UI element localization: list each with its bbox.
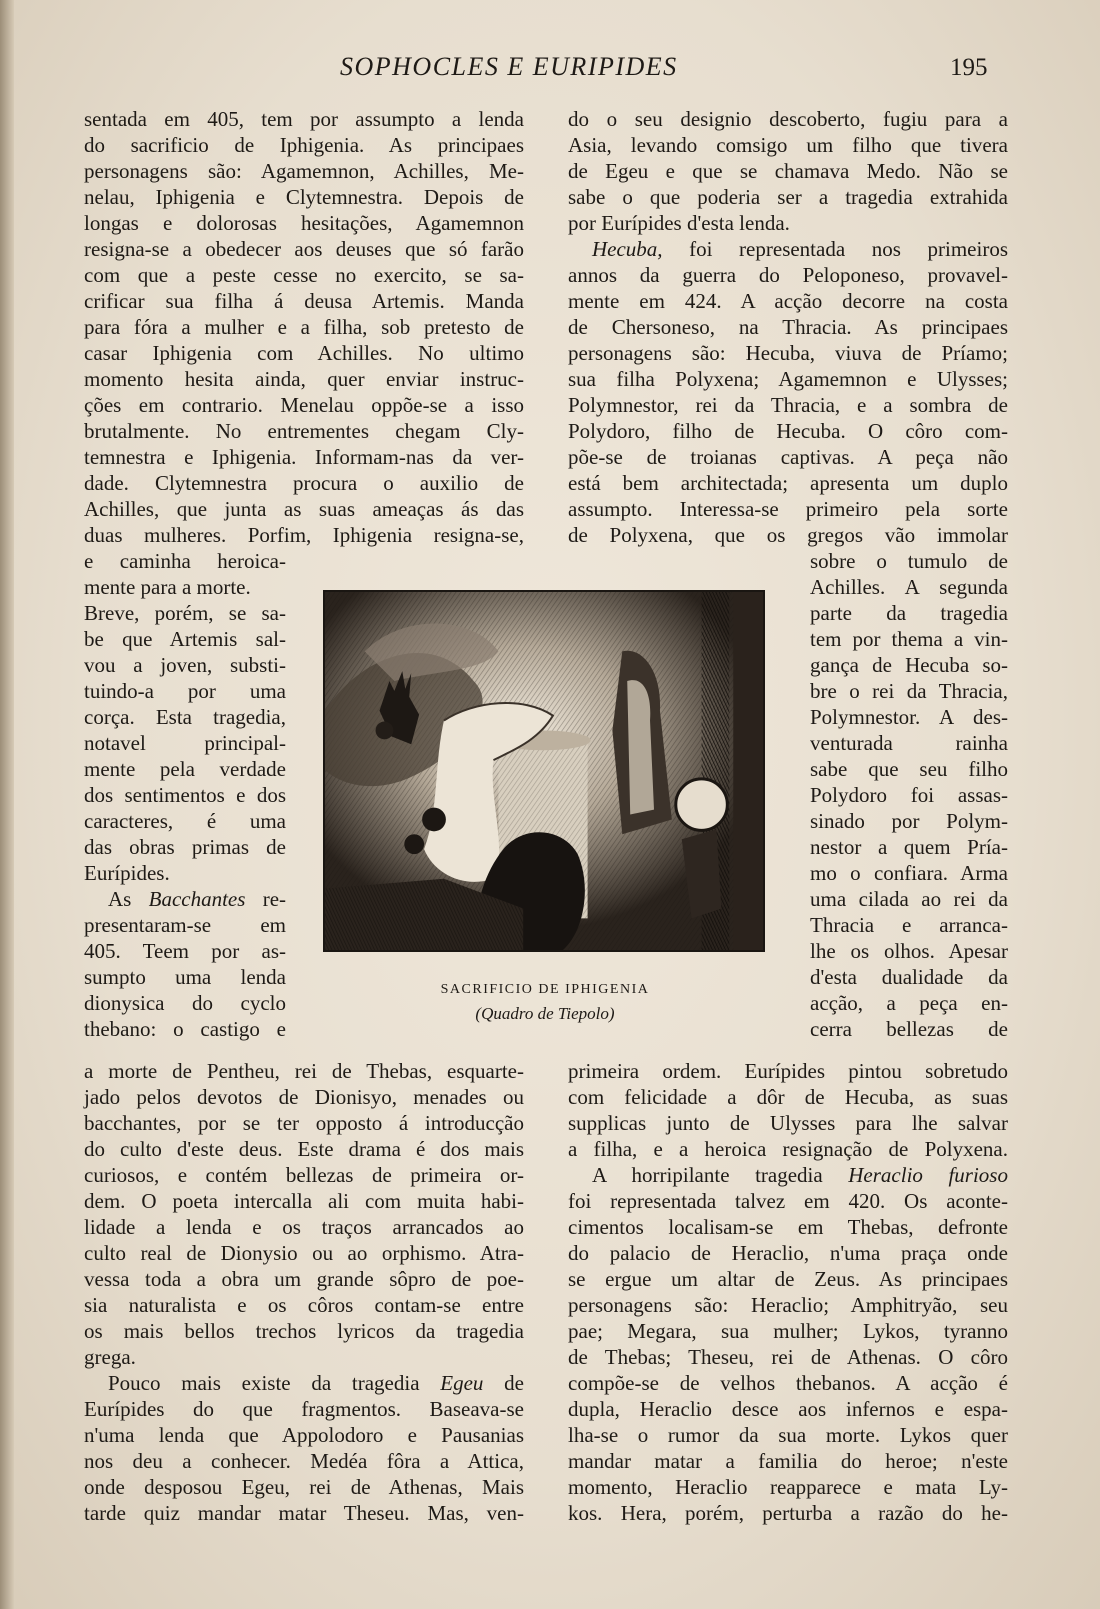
text-line: Achilles, que junta as suas ameaças ás das [84,497,524,521]
text-fragment: Pouco mais existe da tragedia [108,1371,441,1395]
text-line: do sacrificio de Iphigenia. As principaes [84,133,524,157]
right-column-narrow [810,548,1008,1042]
text-fragment: foi representada nos primeiros [662,237,1008,261]
text-line [84,1370,524,1396]
left-column-narrow [84,548,286,1042]
text-line: Eurípides do que fragmentos. Baseava-se [84,1397,524,1421]
text-line: momento, Heraclio reapparece e mata Ly- [568,1475,1008,1499]
text-line: lidade a lenda e os traços arrancados ao [84,1215,524,1239]
text-line: brutalmente. No entrementes chegam Cly- [84,419,524,443]
text-line: momento hesita ainda, quer enviar instruc- [84,367,524,391]
text-line: duas mulheres. Porfim, Iphigenia resigna-se, [84,523,524,547]
text-fragment: As [108,887,149,911]
text-line: Breve, porém, se sa- [84,601,286,625]
text-line: presentaram-se em [84,913,286,937]
text-line: tuindo-a por uma [84,679,286,703]
text-line: a filha, e a heroica resignação de Polyxena. [568,1137,1008,1161]
text-line: está bem architectada; apresenta um duplo [568,471,1008,495]
text-fragment: A horripilante tragedia [592,1163,849,1187]
page-number: 195 [950,54,988,81]
text-line: tarde quiz mandar matar Theseu. Mas, ven- [84,1501,524,1525]
text-fragment: re- [245,887,287,911]
text-line: Polydoro foi assas- [810,783,1008,807]
text-line: lhe os olhos. Apesar [810,939,1008,963]
text-line: põe-se de troianas captivas. A peça não [568,445,1008,469]
text-line: resigna-se a obedecer aos deuses que só farão [84,237,524,261]
text-line: vou a joven, substi- [84,653,286,677]
left-column-bottom [84,1058,524,1526]
text-line: sabe que seu filho [810,757,1008,781]
text-line: gança de Hecuba so- [810,653,1008,677]
page-header [0,52,1100,92]
text-line: de Thebas; Theseu, rei de Athenas. O côro [568,1345,1008,1369]
work-title-egeu: Egeu [440,1371,484,1395]
work-title-hecuba: Hecuba, [592,237,663,261]
text-line: pae; Megara, sua mulher; Lykos, tyranno [568,1319,1008,1343]
text-line: Polymnestor. A des- [810,705,1008,729]
text-line: do o seu designio descoberto, fugiu para a [568,107,1008,131]
text-line: compõe-se de velhos thebanos. A acção é [568,1371,1008,1395]
running-title: SOPHOCLES E EURIPIDES [340,52,678,81]
engraving-illustration [325,592,763,950]
figure-caption-title: SACRIFICIO DE IPHIGENIA [440,982,650,997]
text-line: sinado por Polym- [810,809,1008,833]
text-line: os mais bellos trechos lyricos da tragedia [84,1319,524,1343]
text-fragment: de [483,1371,524,1395]
text-line: be que Artemis sal- [84,627,286,651]
text-line: personagens são: Agamemnon, Achilles, Me- [84,159,524,183]
text-line: tem por thema a vin- [810,627,1008,651]
text-line: para fóra a mulher e a filha, sob pretesto de [84,315,524,339]
text-line: sobre o tumulo de [810,549,1008,573]
text-line: acção, a peça en- [810,991,1008,1015]
text-line: sumpto uma lenda [84,965,286,989]
text-line: assumpto. Interessa-se primeiro pela sorte [568,497,1008,521]
text-line: primeira ordem. Eurípides pintou sobretudo [568,1059,1008,1083]
text-line: nestor a quem Pría- [810,835,1008,859]
text-line: Polydoro, filho de Hecuba. O côro com- [568,419,1008,443]
work-title-bacchantes: Bacchantes [148,887,246,911]
text-line: curiosos, e contém bellezas de primeira or- [84,1163,524,1187]
text-line: do culto d'este deus. Este drama é dos mais [84,1137,524,1161]
text-line: nos deu a conhecer. Medéa fôra a Attica, [84,1449,524,1473]
text-line: com felicidade a dôr de Hecuba, as suas [568,1085,1008,1109]
text-line: Thracia e arranca- [810,913,1008,937]
text-line: a morte de Pentheu, rei de Thebas, esquarte- [84,1059,524,1083]
text-line: dupla, Heraclio desce aos infernos e espa- [568,1397,1008,1421]
text-line: sua filha Polyxena; Agamemnon e Ulysses; [568,367,1008,391]
text-line: dionysica do cyclo [84,991,286,1015]
text-line: com que a peste cesse no exercito, se sa- [84,263,524,287]
left-column-top [84,106,524,548]
sacrifice-engraving [323,590,765,952]
text-line: sentada em 405, tem por assumpto a lenda [84,107,524,131]
text-line: mente pela verdade [84,757,286,781]
text-line: cerra bellezas de [810,1017,1008,1041]
text-line: sia naturalista e os côros contam-se entre [84,1293,524,1317]
text-line: uma cilada ao rei da [810,887,1008,911]
text-line: do palacio de Heraclio, n'uma praça onde [568,1241,1008,1265]
text-line [84,886,286,912]
text-line: longas e dolorosas hesitações, Agamemnon [84,211,524,235]
text-line: parte da tragedia [810,601,1008,625]
text-line: jado pelos devotos de Dionisyo, menades ou [84,1085,524,1109]
text-line: por Eurípides d'esta lenda. [568,211,790,235]
text-line: mente para a morte. [84,575,251,599]
text-line: temnestra e Iphigenia. Informam-nas da ver- [84,445,524,469]
text-line: de Polyxena, que os gregos vão immolar [568,523,1008,547]
text-line: mandar matar a familia do heroe; n'este [568,1449,1008,1473]
text-line: onde desposou Egeu, rei de Athenas, Mais [84,1475,524,1499]
text-line: 405. Teem por as- [84,939,286,963]
text-line: vessa toda a obra um grande sôpro de poe- [84,1267,524,1291]
work-title-heraclio: Heraclio furioso [848,1163,1008,1187]
text-line: foi representada talvez em 420. Os aconte- [568,1189,1008,1213]
text-line: sabe o que poderia ser a tragedia extrahida [568,185,1008,209]
text-line: de Chersoneso, na Thracia. As principaes [568,315,1008,339]
text-line: nelau, Iphigenia e Clytemnestra. Depois de [84,185,524,209]
text-line: lha-se o rumor da sua morte. Lykos quer [568,1423,1008,1447]
text-line: bre o rei da Thracia, [810,679,1008,703]
text-line: se ergue um altar de Zeus. As principaes [568,1267,1008,1291]
text-line: bacchantes, por se ter opposto á introducção [84,1111,524,1135]
text-line [568,1162,1008,1188]
text-line: dade. Clytemnestra procura o auxilio de [84,471,524,495]
text-line: mente em 424. A acção decorre na costa [568,289,1008,313]
page-binding-shadow [0,0,14,1609]
text-line: d'esta dualidade da [810,965,1008,989]
text-line: Achilles. A segunda [810,575,1008,599]
text-line: cimentos localisam-se em Thebas, defronte [568,1215,1008,1239]
text-line: personagens são: Hecuba, viuva de Príamo; [568,341,1008,365]
text-line: casar Iphigenia com Achilles. No ultimo [84,341,524,365]
figure-caption-credit: (Quadro de Tiepolo) [475,1004,615,1023]
text-line: ções em contrario. Menelau oppõe-se a isso [84,393,524,417]
text-line: corça. Esta tragedia, [84,705,286,729]
text-line: notavel principal- [84,731,286,755]
text-line: kos. Hera, porém, perturba a razão do he- [568,1501,1008,1525]
text-line: venturada rainha [810,731,1008,755]
text-line: culto real de Dionysio ou ao orphismo. Atra- [84,1241,524,1265]
right-column-top [568,106,1008,548]
text-line: Polymnestor, rei da Thracia, e a sombra de [568,393,1008,417]
text-line [568,236,1008,262]
text-line: dem. O poeta intercalla ali com muita habi- [84,1189,524,1213]
text-line: personagens são: Heraclio; Amphitryão, seu [568,1293,1008,1317]
text-line: grega. [84,1345,136,1369]
text-line: supplicas junto de Ulysses para lhe salvar [568,1111,1008,1135]
right-column-bottom [568,1058,1008,1526]
text-line: n'uma lenda que Appolodoro e Pausanias [84,1423,524,1447]
text-line: crificar sua filha á deusa Artemis. Manda [84,289,524,313]
text-line: das obras primas de [84,835,286,859]
text-line: de Egeu e que se chamava Medo. Não se [568,159,1008,183]
text-line: annos da guerra do Peloponeso, provavel- [568,263,1008,287]
text-line: e caminha heroica- [84,549,286,573]
text-line: caracteres, é uma [84,809,286,833]
text-line: Eurípides. [84,861,170,885]
text-line: thebano: o castigo e [84,1017,286,1041]
text-line: Asia, levando comsigo um filho que tivera [568,133,1008,157]
text-line: dos sentimentos e dos [84,783,286,807]
text-line: mo o confiara. Arma [810,861,1008,885]
